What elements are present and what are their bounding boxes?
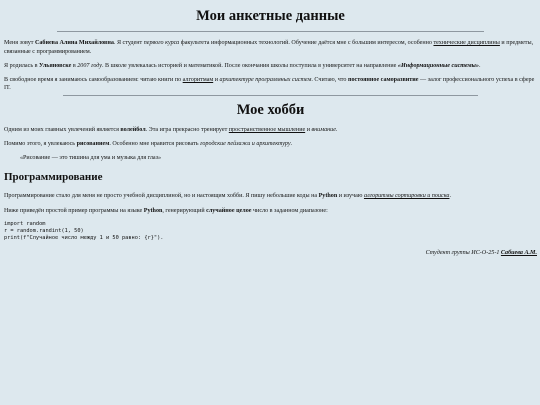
algorithms-link[interactable]: алгоритмам: [182, 77, 214, 84]
signature-prefix: Студент группы ИС-О-25-1: [425, 250, 501, 257]
programming-paragraph-2: [4, 207, 537, 215]
hobby-title: Мое хобби: [236, 102, 305, 119]
about-paragraph-1: [4, 39, 537, 55]
text: Меня зовут: [4, 40, 35, 47]
birth-city: Ульяновске: [39, 62, 72, 69]
drawing-quote: «Рисование — это тишина для ума и музыка для глаз»: [20, 155, 162, 162]
hobby-paragraph-2: [4, 140, 537, 148]
text: число в заданном диапазоне:: [251, 207, 328, 214]
text: Ниже приведён простой пример программы на языке: [4, 207, 144, 214]
text: .: [335, 126, 338, 133]
text: .: [290, 141, 293, 148]
programming-title: Программирование: [4, 170, 103, 183]
title-divider: [57, 31, 483, 32]
spatial-thinking-link[interactable]: пространственное мышление: [228, 126, 306, 133]
architecture-text: архитектуре программных систем: [219, 77, 312, 84]
page-title: Мои анкетные данные: [196, 8, 345, 24]
attention-text: внимание: [311, 126, 336, 133]
about-paragraph-2: [4, 62, 537, 70]
text: . Я студент: [113, 40, 144, 47]
text: в: [71, 62, 78, 69]
text: . Считаю, что: [311, 77, 348, 84]
code-example: import random r = random.randint(1, 50) print(f"Случайное число между 1 и 50 равно: {r}").: [4, 220, 164, 241]
text: Помимо этого, я увлекаюсь: [4, 141, 77, 148]
text: и предметы, связанные с программированием.: [4, 40, 534, 55]
text: , генерирующий: [162, 207, 207, 214]
text: и: [213, 77, 220, 84]
text: Я родилась в: [4, 62, 40, 69]
text: и изучаю: [337, 193, 364, 200]
python-text: Python: [143, 207, 163, 214]
self-development-text: постоянное саморазвитие: [347, 77, 419, 84]
text: и: [305, 126, 312, 133]
text: .: [478, 62, 481, 69]
study-direction: «Информационные системы»: [397, 62, 479, 69]
signature: [4, 249, 537, 257]
course-text: первого курса: [143, 40, 180, 47]
text: . В школе увлекалась историей и математикой. После окончания школы поступила в университет на направление: [102, 62, 398, 69]
technical-disciplines-link[interactable]: технические дисциплины: [433, 40, 500, 47]
text: — залог профессионального успеха в сфере IT.: [4, 77, 535, 92]
drawing-text: рисованием: [76, 141, 110, 148]
text: факультета информационных технологий. Обучение даётся мне с большим интересом, особенно: [179, 40, 434, 47]
text: Одним из моих главных увлечений является: [4, 126, 121, 133]
hobby-paragraph-1: [4, 126, 537, 134]
programming-paragraph-1: [4, 192, 537, 200]
section-divider: [63, 95, 479, 96]
volleyball-text: волейбол: [120, 126, 146, 133]
python-text: Python: [318, 193, 338, 200]
student-name: Сабиева Алина Михайловна: [34, 40, 114, 47]
text: Программирование стало для меня не просто учебной дисциплиной, но и настоящим хобби. Я пишу небольшие коды на: [4, 193, 319, 200]
text: .: [449, 193, 451, 200]
text: . Особенно мне нравится рисовать: [109, 141, 200, 148]
text: В свободное время я занимаюсь самообразованием: читаю книги по: [4, 77, 183, 84]
birth-year: 2007 году: [77, 62, 102, 69]
sorting-algorithms-link[interactable]: алгоритмы сортировки и поиска: [363, 193, 450, 200]
text: . Эта игра прекрасно тренирует: [145, 126, 229, 133]
signature-name[interactable]: Сабиева А.М.: [500, 250, 537, 257]
landscapes-text: городские пейзажи и архитектуру: [200, 141, 291, 148]
random-integer-text: случайное целое: [206, 207, 252, 214]
about-paragraph-3: [4, 76, 537, 92]
